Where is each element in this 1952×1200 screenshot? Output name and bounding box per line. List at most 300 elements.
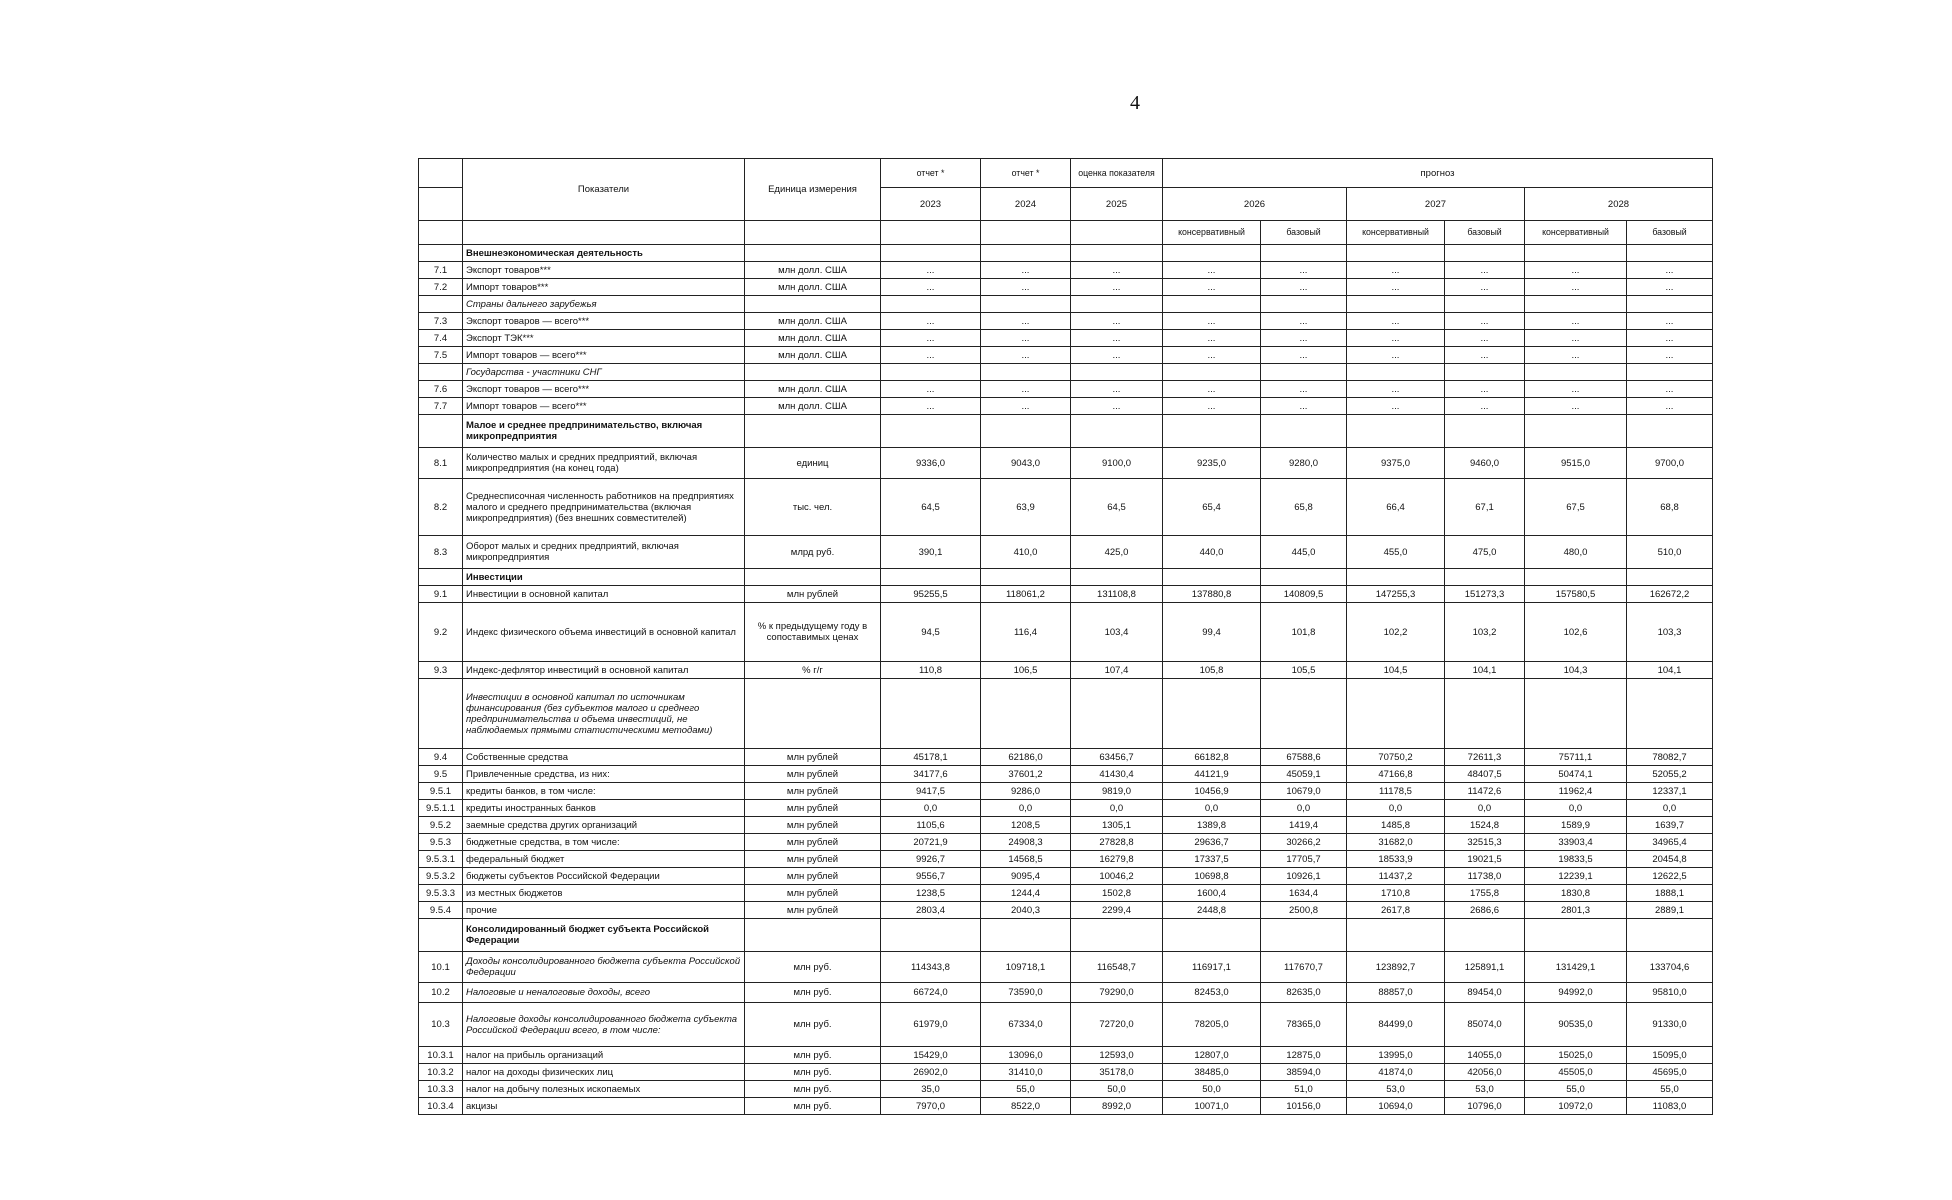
value-cell: 73590,0 <box>981 983 1071 1003</box>
value-cell: 9100,0 <box>1071 448 1163 479</box>
value-cell: 117670,7 <box>1261 952 1347 983</box>
value-cell: 14055,0 <box>1445 1047 1525 1064</box>
row-number: 9.3 <box>419 662 463 679</box>
section-title: Страны дальнего зарубежья <box>463 296 745 313</box>
value-cell <box>1347 415 1445 448</box>
table-row <box>419 330 1713 347</box>
value-cell <box>881 919 981 952</box>
value-cell: 38594,0 <box>1261 1064 1347 1081</box>
value-cell: ... <box>1261 279 1347 296</box>
value-cell: 62186,0 <box>981 749 1071 766</box>
value-cell <box>981 364 1071 381</box>
value-cell <box>1347 296 1445 313</box>
value-cell: ... <box>1347 330 1445 347</box>
unit-cell: % к предыдущему году в сопоставимых ценах <box>745 603 881 662</box>
value-cell: ... <box>1445 398 1525 415</box>
value-cell <box>881 415 981 448</box>
value-cell: ... <box>881 279 981 296</box>
header-basic-2026: базовый <box>1261 221 1347 245</box>
value-cell <box>881 679 981 749</box>
indicator-name: Импорт товаров — всего*** <box>463 347 745 364</box>
value-cell <box>981 245 1071 262</box>
value-cell: 10046,2 <box>1071 868 1163 885</box>
indicator-name: налог на добычу полезных ископаемых <box>463 1081 745 1098</box>
value-cell: ... <box>1445 279 1525 296</box>
value-cell <box>1627 415 1713 448</box>
unit-cell: % г/г <box>745 662 881 679</box>
row-number: 7.3 <box>419 313 463 330</box>
indicator-name: Индекс-дефлятор инвестиций в основной капитал <box>463 662 745 679</box>
table-row <box>419 313 1713 330</box>
unit-cell: единиц <box>745 448 881 479</box>
value-cell <box>1525 364 1627 381</box>
value-cell: 20454,8 <box>1627 851 1713 868</box>
indicator-name: акцизы <box>463 1098 745 1115</box>
row-number: 7.6 <box>419 381 463 398</box>
value-cell: ... <box>981 347 1071 364</box>
value-cell: 118061,2 <box>981 586 1071 603</box>
value-cell: 455,0 <box>1347 536 1445 569</box>
value-cell <box>1261 919 1347 952</box>
value-cell: 15095,0 <box>1627 1047 1713 1064</box>
value-cell: 55,0 <box>1627 1081 1713 1098</box>
value-cell: ... <box>1347 347 1445 364</box>
table-row <box>419 662 1713 679</box>
value-cell: ... <box>1525 313 1627 330</box>
value-cell: ... <box>1525 279 1627 296</box>
value-cell: 8992,0 <box>1071 1098 1163 1115</box>
value-cell: 10694,0 <box>1347 1098 1445 1115</box>
table-row <box>419 1064 1713 1081</box>
value-cell: ... <box>1163 313 1261 330</box>
value-cell <box>1163 919 1261 952</box>
value-cell: 475,0 <box>1445 536 1525 569</box>
unit-cell <box>745 569 881 586</box>
value-cell: 72720,0 <box>1071 1003 1163 1047</box>
value-cell: 91330,0 <box>1627 1003 1713 1047</box>
value-cell: ... <box>1525 381 1627 398</box>
unit-cell <box>745 245 881 262</box>
value-cell <box>1261 415 1347 448</box>
value-cell: 66182,8 <box>1163 749 1261 766</box>
indicator-name: Привлеченные средства, из них: <box>463 766 745 783</box>
row-number: 10.3 <box>419 1003 463 1047</box>
value-cell: ... <box>881 398 981 415</box>
value-cell <box>1627 569 1713 586</box>
value-cell <box>1525 296 1627 313</box>
value-cell: 2299,4 <box>1071 902 1163 919</box>
value-cell: 1238,5 <box>881 885 981 902</box>
value-cell: 79290,0 <box>1071 983 1163 1003</box>
value-cell: 103,4 <box>1071 603 1163 662</box>
unit-cell: млн рублей <box>745 868 881 885</box>
indicator-name: прочие <box>463 902 745 919</box>
value-cell: 425,0 <box>1071 536 1163 569</box>
section-title: Консолидированный бюджет субъекта Российской Федерации <box>463 919 745 952</box>
value-cell: ... <box>1163 262 1261 279</box>
unit-cell: млн руб. <box>745 1098 881 1115</box>
value-cell <box>1445 415 1525 448</box>
value-cell: 12593,0 <box>1071 1047 1163 1064</box>
section-row <box>419 919 1713 952</box>
value-cell: ... <box>1445 313 1525 330</box>
value-cell <box>1163 569 1261 586</box>
value-cell: ... <box>981 313 1071 330</box>
table-row <box>419 800 1713 817</box>
value-cell: 11472,6 <box>1445 783 1525 800</box>
value-cell: 78205,0 <box>1163 1003 1261 1047</box>
indicator-name: Импорт товаров*** <box>463 279 745 296</box>
value-cell: 89454,0 <box>1445 983 1525 1003</box>
value-cell <box>1261 296 1347 313</box>
value-cell: 9043,0 <box>981 448 1071 479</box>
header-year-2024: 2024 <box>981 188 1071 221</box>
value-cell: 45505,0 <box>1525 1064 1627 1081</box>
value-cell: 1105,6 <box>881 817 981 834</box>
value-cell: 82635,0 <box>1261 983 1347 1003</box>
row-number: 8.3 <box>419 536 463 569</box>
value-cell <box>1163 415 1261 448</box>
unit-cell: млн рублей <box>745 885 881 902</box>
value-cell: 131429,1 <box>1525 952 1627 983</box>
value-cell: 9286,0 <box>981 783 1071 800</box>
unit-cell: млн руб. <box>745 1003 881 1047</box>
value-cell <box>981 415 1071 448</box>
table-row <box>419 279 1713 296</box>
unit-cell <box>745 364 881 381</box>
value-cell: 31682,0 <box>1347 834 1445 851</box>
value-cell <box>881 296 981 313</box>
value-cell: 101,8 <box>1261 603 1347 662</box>
table-row <box>419 868 1713 885</box>
header-report-2023: отчет * <box>881 159 981 188</box>
row-number: 9.5 <box>419 766 463 783</box>
value-cell <box>1347 364 1445 381</box>
value-cell: ... <box>1071 347 1163 364</box>
value-cell: 104,1 <box>1627 662 1713 679</box>
header-conservative-2027: консервативный <box>1347 221 1445 245</box>
value-cell: 75711,1 <box>1525 749 1627 766</box>
row-number: 7.1 <box>419 262 463 279</box>
indicator-name: Индекс физического объема инвестиций в основной капитал <box>463 603 745 662</box>
unit-cell: млн долл. США <box>745 381 881 398</box>
indicator-name: налог на доходы физических лиц <box>463 1064 745 1081</box>
value-cell: ... <box>1261 381 1347 398</box>
header-unit: Единица измерения <box>745 159 881 221</box>
value-cell <box>1071 364 1163 381</box>
value-cell <box>1627 245 1713 262</box>
value-cell: 9926,7 <box>881 851 981 868</box>
value-cell: 65,4 <box>1163 479 1261 536</box>
value-cell: 116548,7 <box>1071 952 1163 983</box>
value-cell <box>1445 919 1525 952</box>
value-cell: 34965,4 <box>1627 834 1713 851</box>
row-number: 8.1 <box>419 448 463 479</box>
value-cell: 50,0 <box>1163 1081 1261 1098</box>
unit-cell <box>745 296 881 313</box>
value-cell: 1639,7 <box>1627 817 1713 834</box>
row-number: 9.5.1 <box>419 783 463 800</box>
value-cell: 88857,0 <box>1347 983 1445 1003</box>
value-cell: ... <box>1071 313 1163 330</box>
section-row <box>419 245 1713 262</box>
value-cell: 17337,5 <box>1163 851 1261 868</box>
header-year-2026: 2026 <box>1163 188 1347 221</box>
value-cell: 99,4 <box>1163 603 1261 662</box>
row-number: 10.3.3 <box>419 1081 463 1098</box>
value-cell: 78082,7 <box>1627 749 1713 766</box>
indicator-name: Среднесписочная численность работников на предприятиях малого и среднего предпринимательства (включая микропредприятия) (без внешних совместителей) <box>463 479 745 536</box>
value-cell: 20721,9 <box>881 834 981 851</box>
value-cell: 9417,5 <box>881 783 981 800</box>
value-cell: 90535,0 <box>1525 1003 1627 1047</box>
value-cell: 26902,0 <box>881 1064 981 1081</box>
table-row <box>419 479 1713 536</box>
value-cell: ... <box>1525 262 1627 279</box>
unit-cell: млн руб. <box>745 1047 881 1064</box>
value-cell <box>1347 245 1445 262</box>
row-number: 8.2 <box>419 479 463 536</box>
value-cell <box>1163 245 1261 262</box>
value-cell: 48407,5 <box>1445 766 1525 783</box>
value-cell: ... <box>1071 381 1163 398</box>
table-row <box>419 834 1713 851</box>
unit-cell: млн рублей <box>745 817 881 834</box>
value-cell: 9336,0 <box>881 448 981 479</box>
value-cell <box>1525 679 1627 749</box>
value-cell: 85074,0 <box>1445 1003 1525 1047</box>
section-title: Государства - участники СНГ <box>463 364 745 381</box>
value-cell: 2448,8 <box>1163 902 1261 919</box>
header-indicators: Показатели <box>463 159 745 221</box>
value-cell: 78365,0 <box>1261 1003 1347 1047</box>
value-cell <box>1261 569 1347 586</box>
table-row <box>419 851 1713 868</box>
unit-cell <box>745 919 881 952</box>
value-cell: 9556,7 <box>881 868 981 885</box>
value-cell: 2500,8 <box>1261 902 1347 919</box>
value-cell: 15025,0 <box>1525 1047 1627 1064</box>
value-cell: ... <box>1445 330 1525 347</box>
value-cell: 10972,0 <box>1525 1098 1627 1115</box>
section-row <box>419 415 1713 448</box>
section-title: Инвестиции в основной капитал по источникам финансирования (без субъектов малого и среднего предпринимательства и объема инвестиций, не наблюдаемых прямыми статистическими методами) <box>463 679 745 749</box>
value-cell: 13096,0 <box>981 1047 1071 1064</box>
table-row <box>419 262 1713 279</box>
value-cell: 102,6 <box>1525 603 1627 662</box>
indicator-name: Оборот малых и средних предприятий, включая микропредприятия <box>463 536 745 569</box>
value-cell: ... <box>981 279 1071 296</box>
header-basic-2027: базовый <box>1445 221 1525 245</box>
value-cell: ... <box>1347 398 1445 415</box>
value-cell: 14568,5 <box>981 851 1071 868</box>
indicator-name: федеральный бюджет <box>463 851 745 868</box>
indicator-name: бюджеты субъектов Российской Федерации <box>463 868 745 885</box>
value-cell: 7970,0 <box>881 1098 981 1115</box>
value-cell: 65,8 <box>1261 479 1347 536</box>
value-cell: ... <box>1525 330 1627 347</box>
value-cell: 110,8 <box>881 662 981 679</box>
value-cell <box>1627 919 1713 952</box>
value-cell: 105,8 <box>1163 662 1261 679</box>
value-cell: 103,3 <box>1627 603 1713 662</box>
row-number <box>419 679 463 749</box>
value-cell: 63,9 <box>981 479 1071 536</box>
value-cell: 67588,6 <box>1261 749 1347 766</box>
value-cell: 1710,8 <box>1347 885 1445 902</box>
table-body <box>419 245 1713 1115</box>
value-cell <box>1071 245 1163 262</box>
header-year-2025: 2025 <box>1071 188 1163 221</box>
value-cell: ... <box>1071 398 1163 415</box>
value-cell: 1600,4 <box>1163 885 1261 902</box>
value-cell: 50,0 <box>1071 1081 1163 1098</box>
unit-cell: млн рублей <box>745 783 881 800</box>
unit-cell: млн руб. <box>745 1081 881 1098</box>
value-cell: 64,5 <box>881 479 981 536</box>
value-cell: 9280,0 <box>1261 448 1347 479</box>
value-cell: 1244,4 <box>981 885 1071 902</box>
value-cell: ... <box>1261 347 1347 364</box>
section-row <box>419 296 1713 313</box>
header-conservative-2028: консервативный <box>1525 221 1627 245</box>
header-empty-cell <box>745 221 881 245</box>
table-row <box>419 783 1713 800</box>
value-cell: 51,0 <box>1261 1081 1347 1098</box>
value-cell: 0,0 <box>1347 800 1445 817</box>
unit-cell: млн руб. <box>745 952 881 983</box>
indicator-name: Налоговые доходы консолидированного бюджета субъекта Российской Федерации всего, в том числе: <box>463 1003 745 1047</box>
value-cell: 104,3 <box>1525 662 1627 679</box>
unit-cell: млн долл. США <box>745 347 881 364</box>
value-cell: 11083,0 <box>1627 1098 1713 1115</box>
row-number: 7.5 <box>419 347 463 364</box>
value-cell: 1830,8 <box>1525 885 1627 902</box>
value-cell: 123892,7 <box>1347 952 1445 983</box>
value-cell: 55,0 <box>981 1081 1071 1098</box>
value-cell: ... <box>1445 381 1525 398</box>
row-number: 9.5.4 <box>419 902 463 919</box>
value-cell: 18533,9 <box>1347 851 1445 868</box>
value-cell: 45178,1 <box>881 749 981 766</box>
value-cell: ... <box>1627 381 1713 398</box>
value-cell: 19833,5 <box>1525 851 1627 868</box>
value-cell: ... <box>1445 262 1525 279</box>
value-cell <box>981 679 1071 749</box>
value-cell: 1502,8 <box>1071 885 1163 902</box>
unit-cell: млн рублей <box>745 766 881 783</box>
value-cell: 140809,5 <box>1261 586 1347 603</box>
unit-cell: млн руб. <box>745 1064 881 1081</box>
value-cell: 0,0 <box>1071 800 1163 817</box>
value-cell: 32515,3 <box>1445 834 1525 851</box>
row-number: 9.5.2 <box>419 817 463 834</box>
value-cell: 45059,1 <box>1261 766 1347 783</box>
value-cell: 12807,0 <box>1163 1047 1261 1064</box>
header-conservative-2026: консервативный <box>1163 221 1261 245</box>
section-row <box>419 364 1713 381</box>
value-cell <box>981 919 1071 952</box>
indicator-name: налог на прибыль организаций <box>463 1047 745 1064</box>
value-cell: 102,2 <box>1347 603 1445 662</box>
unit-cell: млн рублей <box>745 834 881 851</box>
table-row <box>419 1081 1713 1098</box>
section-title: Малое и среднее предпринимательство, включая микропредприятия <box>463 415 745 448</box>
value-cell: 11437,2 <box>1347 868 1445 885</box>
value-cell: 53,0 <box>1347 1081 1445 1098</box>
value-cell: ... <box>981 330 1071 347</box>
value-cell: 17705,7 <box>1261 851 1347 868</box>
unit-cell <box>745 679 881 749</box>
value-cell: ... <box>1525 347 1627 364</box>
table-row <box>419 1098 1713 1115</box>
value-cell: 10926,1 <box>1261 868 1347 885</box>
header-basic-2028: базовый <box>1627 221 1713 245</box>
value-cell: 63456,7 <box>1071 749 1163 766</box>
value-cell: 107,4 <box>1071 662 1163 679</box>
value-cell: 103,2 <box>1445 603 1525 662</box>
value-cell: 67,5 <box>1525 479 1627 536</box>
value-cell <box>1071 569 1163 586</box>
value-cell <box>1347 569 1445 586</box>
value-cell <box>1445 569 1525 586</box>
value-cell: 445,0 <box>1261 536 1347 569</box>
value-cell: 9375,0 <box>1347 448 1445 479</box>
value-cell: 2040,3 <box>981 902 1071 919</box>
value-cell <box>1261 679 1347 749</box>
value-cell <box>1627 679 1713 749</box>
unit-cell: млн рублей <box>745 749 881 766</box>
table-row <box>419 536 1713 569</box>
unit-cell: млн рублей <box>745 586 881 603</box>
value-cell: 94,5 <box>881 603 981 662</box>
row-number: 9.5.1.1 <box>419 800 463 817</box>
value-cell <box>1261 364 1347 381</box>
value-cell: ... <box>881 347 981 364</box>
row-number: 9.5.3 <box>419 834 463 851</box>
value-cell <box>1445 364 1525 381</box>
value-cell: 480,0 <box>1525 536 1627 569</box>
value-cell <box>1445 245 1525 262</box>
header-estimate-2025: оценка показателя <box>1071 159 1163 188</box>
value-cell: 410,0 <box>981 536 1071 569</box>
value-cell: ... <box>1163 381 1261 398</box>
row-number <box>419 415 463 448</box>
section-title: Инвестиции <box>463 569 745 586</box>
value-cell: ... <box>1347 262 1445 279</box>
row-number: 9.5.3.3 <box>419 885 463 902</box>
header-year-2023: 2023 <box>881 188 981 221</box>
row-number: 7.2 <box>419 279 463 296</box>
header-empty-cell <box>881 221 981 245</box>
header-number-cell <box>419 221 463 245</box>
indicator-name: Количество малых и средних предприятий, включая микропредприятия (на конец года) <box>463 448 745 479</box>
value-cell: ... <box>981 262 1071 279</box>
value-cell: ... <box>1347 381 1445 398</box>
value-cell: 0,0 <box>981 800 1071 817</box>
value-cell: ... <box>1261 313 1347 330</box>
value-cell: ... <box>881 381 981 398</box>
unit-cell: млн рублей <box>745 800 881 817</box>
value-cell: 157580,5 <box>1525 586 1627 603</box>
value-cell: 84499,0 <box>1347 1003 1445 1047</box>
value-cell: 64,5 <box>1071 479 1163 536</box>
value-cell: 67,1 <box>1445 479 1525 536</box>
value-cell: 8522,0 <box>981 1098 1071 1115</box>
unit-cell <box>745 415 881 448</box>
table-row <box>419 766 1713 783</box>
value-cell: 12239,1 <box>1525 868 1627 885</box>
